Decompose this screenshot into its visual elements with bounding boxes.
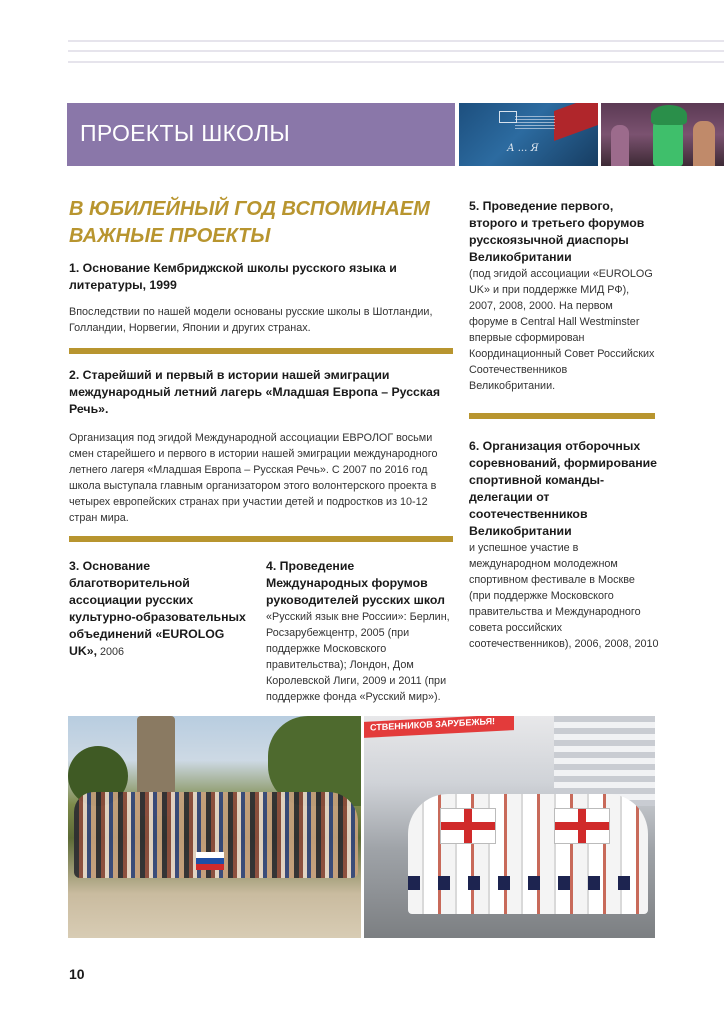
photo-detail (554, 716, 655, 806)
photo-detail (693, 121, 715, 166)
project-3 (69, 558, 255, 660)
header-rule (68, 40, 724, 42)
project-4-text: «Русский язык вне России»: Берлин, Росзарубежцентр, 2005 (при поддержке Московского правительства); Лондон, Дом Королевской Лиги, 2009 и 2011 (при поддержке фонда «Русский мир»). (266, 611, 450, 703)
photo-detail (554, 103, 598, 141)
section-title: ПРОЕКТЫ ШКОЛЫ (80, 120, 291, 146)
photo-school-logo-bag (459, 103, 598, 166)
divider (69, 348, 453, 354)
photo-sports-team (364, 716, 655, 938)
photo-banner-text: СТВЕННИКОВ ЗАРУБЕЖЬЯ! (370, 716, 496, 733)
project-6-title: 6. Организация отборочных соревнований, формирование спортивной команды-делегации от соотечественников Великобритании (469, 439, 658, 538)
header-rule (68, 61, 724, 63)
photo-costume-performance (601, 103, 724, 166)
photo-detail (408, 876, 648, 890)
photo-banner (364, 716, 514, 738)
project-1-title: 1. Основание Кембриджской школы русского языка и литературы, 1999 (69, 261, 397, 292)
main-heading (69, 196, 449, 250)
england-flag-icon (440, 808, 496, 844)
project-5-text: (под эгидой ассоциации «EUROLOG UK» и при поддержке МИД РФ), 2007, 2008, 2000. На первом форуме в Central Hall Westminster впервые сформирован Координационный Совет Российских Соотечественников Великобритании. (469, 268, 655, 392)
header-rule (68, 50, 724, 52)
project-6 (469, 438, 659, 652)
project-1-text: Впоследствии по нашей модели основаны русские школы в Шотландии, Голландии, Норвегии, Японии и других странах. (69, 306, 433, 334)
photo-signature: А ... Я (507, 143, 539, 154)
photo-detail (651, 105, 687, 125)
england-flag-icon (554, 808, 610, 844)
photo-detail (611, 125, 629, 166)
divider (69, 536, 453, 542)
project-5-title: 5. Проведение первого, второго и третьего форумов русскоязычной диаспоры Великобритании (469, 199, 645, 264)
section-banner (67, 103, 455, 166)
project-5 (469, 198, 655, 394)
project-2-title: 2. Старейший и первый в истории нашей эмиграции международный летний лагерь «Младшая Европа – Русская Речь». (69, 368, 441, 416)
main-heading-line: В ЮБИЛЕЙНЫЙ ГОД ВСПОМИНАЕМ (69, 198, 430, 220)
photo-summer-camp-group (68, 716, 361, 938)
russian-flag-icon (196, 852, 224, 870)
photo-detail (515, 115, 555, 129)
main-heading-line: ВАЖНЫЕ ПРОЕКТЫ (69, 225, 271, 247)
project-3-title: 3. Основание благотворительной ассоциации русских культурно-образовательных объединений «EUROLOG UK», (69, 559, 246, 658)
project-2-text: Организация под эгидой Международной ассоциации ЕВРОЛОГ восьми смен старейшего и первого в истории нашей эмиграции международного летнего лагеря «Младшая Европа – Русская Речь». С 2007 по 2016 год школа выступала главным организатором этого волонтерского проекта в четырех европейских странах при участии детей и подростков из 10-12 стран мира. (69, 432, 438, 524)
divider (469, 413, 655, 419)
project-3-year: 2006 (100, 646, 125, 658)
project-4 (266, 558, 456, 705)
project-6-text: и успешное участие в международном молодежном спортивном фестивале в Москве (при поддержке Московского правительства и Международного совета российских соотечественников), 2006, 2008, 2010 (469, 542, 659, 650)
project-4-title: 4. Проведение Международных форумов руководителей русских школ (266, 559, 445, 607)
page-number: 10 (69, 966, 85, 982)
